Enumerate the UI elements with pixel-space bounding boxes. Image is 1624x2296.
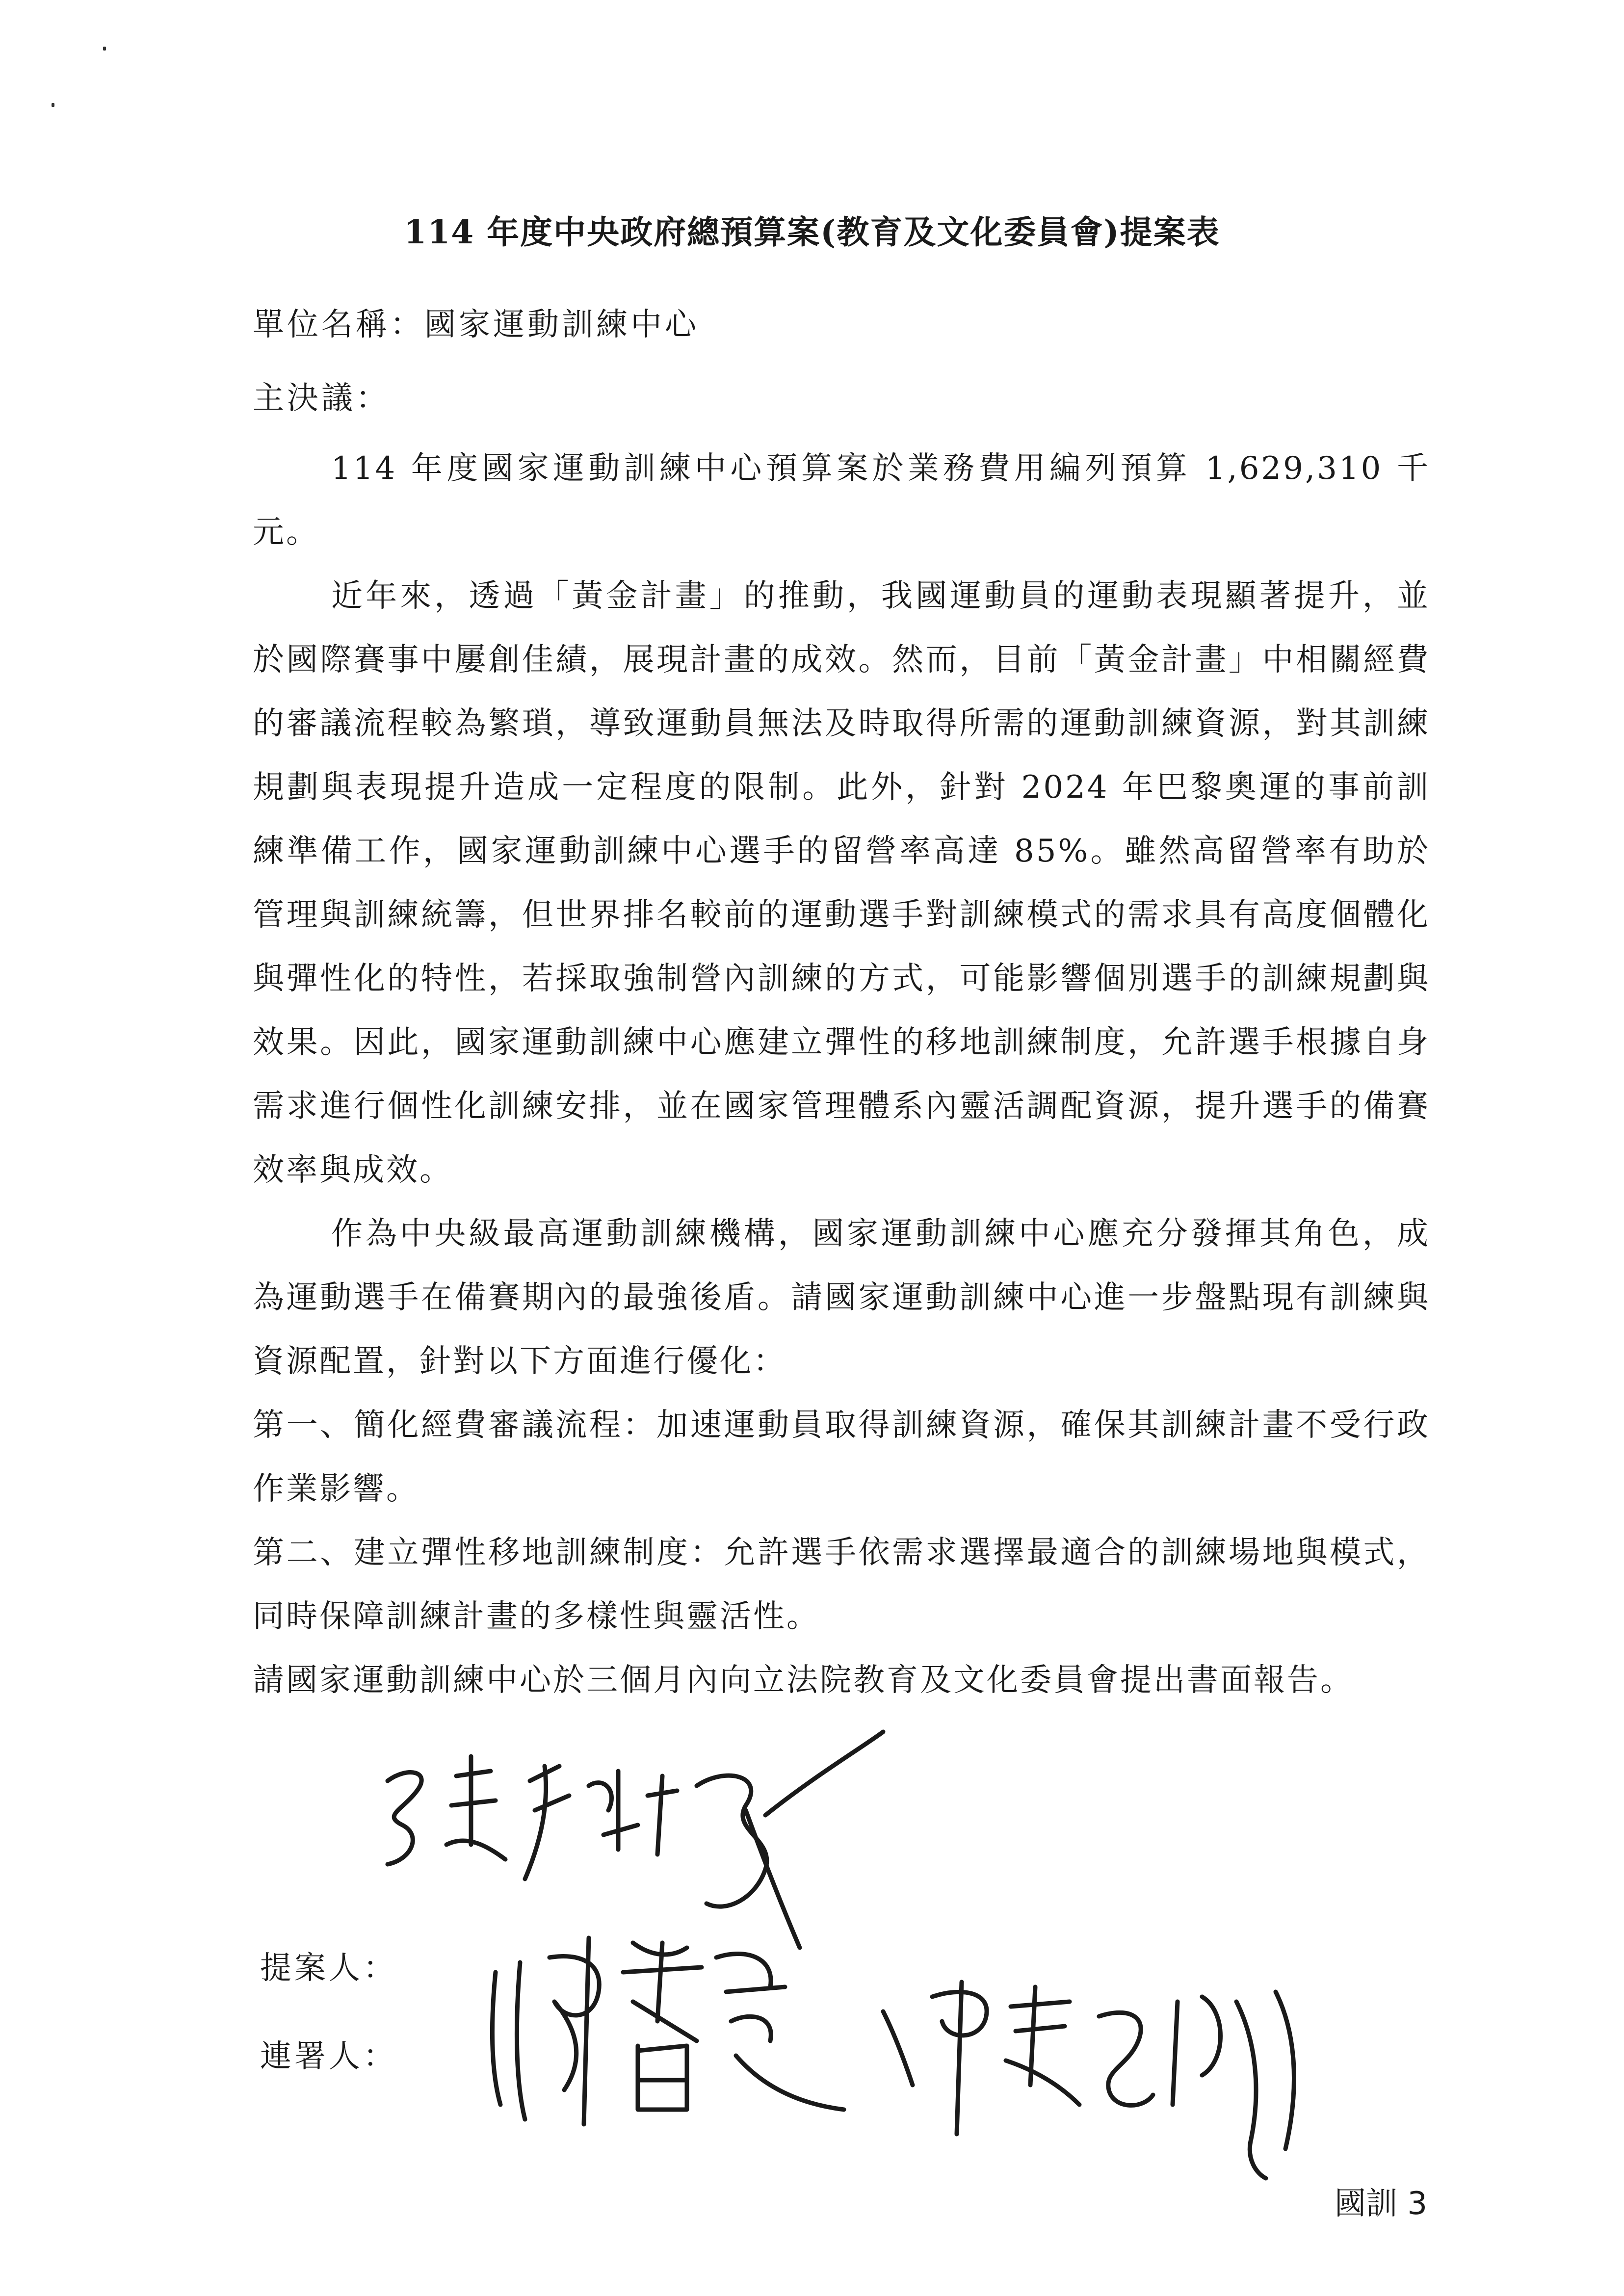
signature-3 (883, 1982, 1294, 2178)
unit-name-line: 單位名稱：國家運動訓練中心 (253, 307, 699, 343)
background-paragraph: 近年來，透過「黃金計畫」的推動，我國運動員的運動表現顯著提升，並於國際賽事中屢創佳績，展現計畫的成效。然而，目前「黃金計畫」中相關經費的審議流程較為繁瑣，導致運動員無法及時取得所需的運動訓練資源，對其訓練規劃與表現提升造成一定程度的限制。此外，針對 2024 年巴黎奧運的事前訓練準備工作，國家運動訓練中心選手的留營率高達 85%。雖然高留營率有助於管理與訓練統籌，但世界排名較前的運動選手對訓練模式的需求具有高度個體化與彈性化的特性，若採取強制營內訓練的方式，可能影響個別選手的訓練規劃與效果。因此，國家運動訓練中心應建立彈性的移地訓練制度，允許選手根據自身需求進行個性化訓練安排，並在國家管理體系內靈活調配資源，提升選手的備賽效率與成效。 (253, 578, 1430, 1188)
document-body (253, 437, 1430, 1712)
page-code: 國訓 3 (1335, 2186, 1428, 2222)
report-request: 請國家運動訓練中心於三個月內向立法院教育及文化委員會提出書面報告。 (253, 1662, 1354, 1698)
resolution-label: 主決議： (253, 380, 390, 417)
item-one: 第一、簡化經費審議流程：加速運動員取得訓練資源，確保其訓練計畫不受行政作業影響。 (253, 1407, 1430, 1507)
scan-speck (103, 47, 106, 51)
request-paragraph: 作為中央級最高運動訓練機構，國家運動訓練中心應充分發揮其角色，成為運動選手在備賽期內的最強後盾。請國家運動訓練中心進一步盤點現有訓練與資源配置，針對以下方面進行優化： (253, 1216, 1430, 1380)
signature-2 (492, 1938, 844, 2124)
item-two: 第二、建立彈性移地訓練制度：允許選手依需求選擇最適合的訓練場地與模式，同時保障訓練計畫的多樣性與靈活性。 (253, 1535, 1430, 1635)
scan-speck (52, 103, 54, 107)
proposer-label: 提案人： (260, 1950, 397, 1986)
signature-1 (388, 1732, 883, 1948)
budget-paragraph: 114 年度國家運動訓練中心預算案於業務費用編列預算 1,629,310 千元。 (253, 450, 1430, 550)
document-title: 114 年度中央政府總預算案(教育及文化委員會)提案表 (404, 213, 1220, 251)
cosigner-label: 連署人： (260, 2038, 397, 2075)
